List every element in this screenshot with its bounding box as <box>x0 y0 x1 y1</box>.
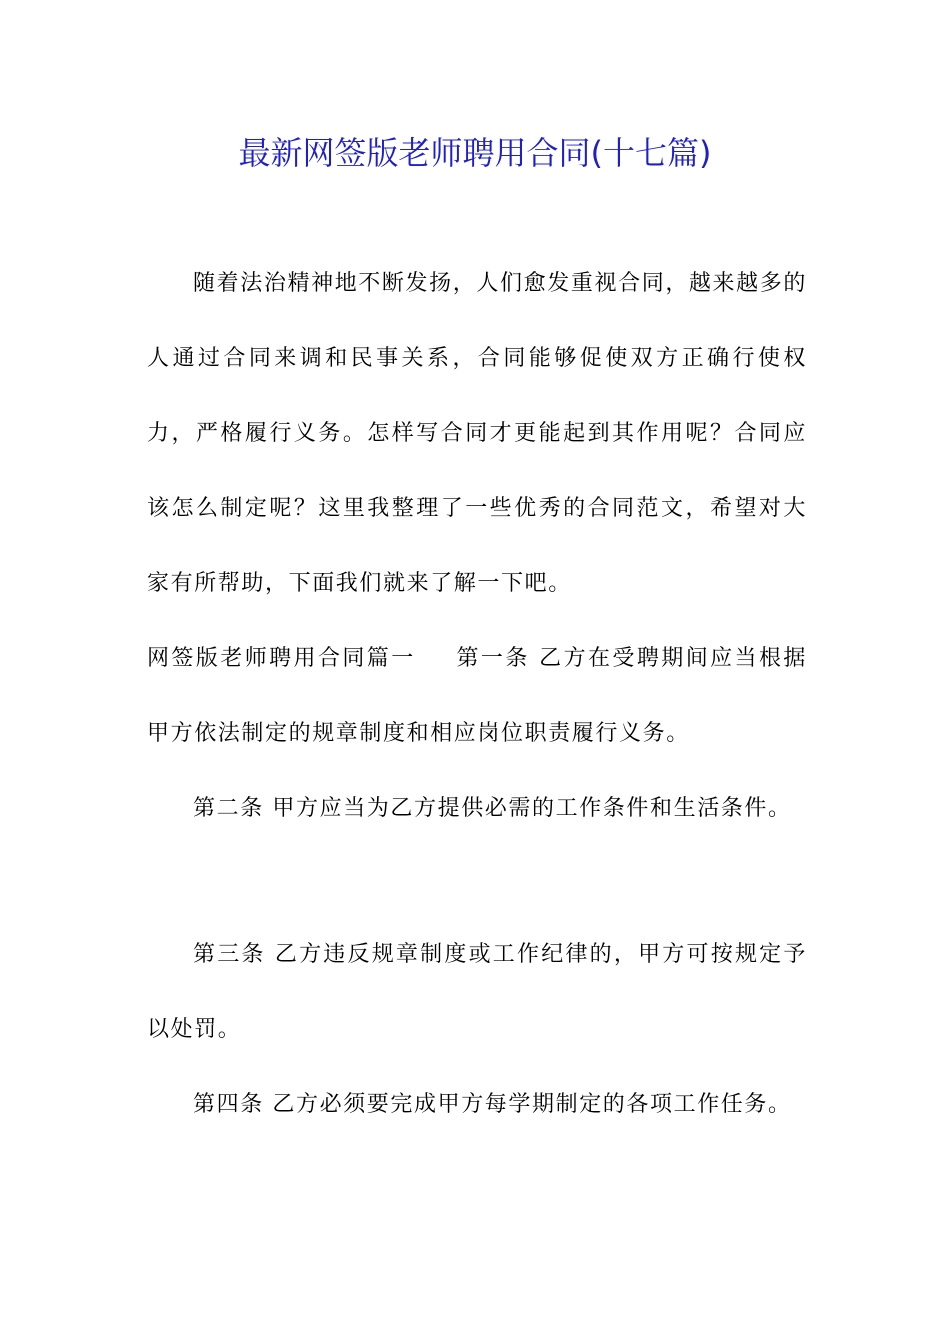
article-4: 第四条 乙方必须要完成甲方每学期制定的各项工作任务。 <box>193 1092 792 1117</box>
section-heading: 网签版老师聘用合同篇一 <box>147 646 416 671</box>
article-1: 第一条 乙方在受聘期间应当根据甲方依法制定的规章制度和相应岗位职责履行义务。 <box>147 646 807 746</box>
intro-paragraph: 随着法治精神地不断发扬，人们愈发重视合同，越来越多的人通过合同来调和民事关系，合同能够促使双方正确行使权力，严格履行义务。怎样写合同才更能起到其作用呢？合同应该怎么制定呢？这里我整理了一些优秀的合同范文，希望对大家有所帮助，下面我们就来了解一下吧。 <box>147 271 807 596</box>
section-first-paragraph <box>147 621 807 771</box>
article-3: 第三条 乙方违反规章制度或工作纪律的，甲方可按规定予以处罚。 <box>147 942 807 1042</box>
article-2: 第二条 甲方应当为乙方提供必需的工作条件和生活条件。 <box>193 796 792 821</box>
document-title: 最新网签版老师聘用合同(十七篇) <box>238 134 712 172</box>
